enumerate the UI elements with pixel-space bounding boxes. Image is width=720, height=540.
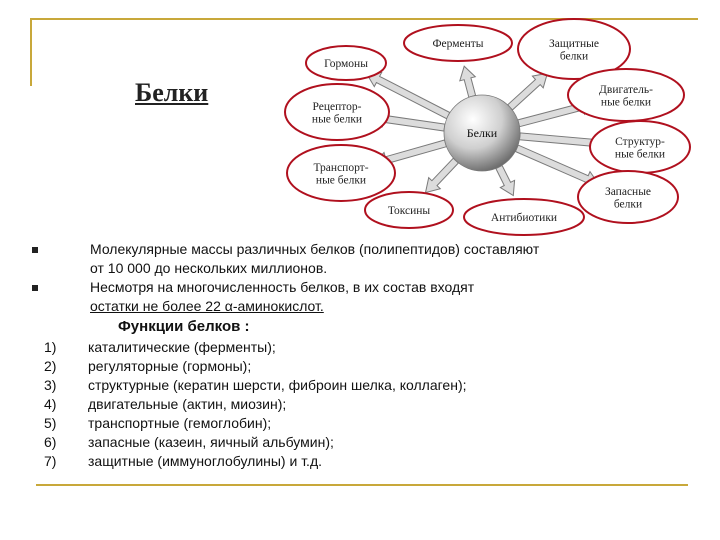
bullet-square-icon [32, 247, 38, 253]
item-number: 3) [44, 377, 57, 393]
node-dvigatelnye [568, 69, 684, 121]
function-item [30, 338, 467, 357]
node-zapasnye [578, 171, 678, 223]
node-label: ные белки [315, 174, 367, 187]
functions-heading: Функции белков : [118, 318, 250, 335]
item-number: 1) [44, 339, 57, 355]
node-label: Транспорт- [313, 161, 369, 174]
bullet-text-line2: от 10 000 до нескольких миллионов. [90, 260, 328, 276]
item-number: 7) [44, 453, 57, 469]
functions-list [30, 338, 467, 471]
function-item [30, 452, 467, 471]
function-item [30, 414, 467, 433]
function-item [30, 376, 467, 395]
function-item [30, 395, 467, 414]
slide-title: Белки [135, 78, 209, 107]
arrow-zapasnye [515, 145, 598, 186]
bullet-text-line2: остатки не более 22 α-аминокислот. [90, 298, 324, 314]
node-label: белки [613, 198, 643, 211]
node-label: Токсины [387, 205, 431, 217]
node-label: белки [559, 50, 589, 63]
item-text: каталитические (ферменты); [88, 339, 276, 355]
node-antibiotiki [464, 199, 584, 235]
node-fermenty [404, 25, 512, 61]
node-label: Двигатель- [599, 83, 653, 96]
function-item [30, 357, 467, 376]
node-label: Рецептор- [312, 100, 362, 113]
arrow-antibiotiki [496, 165, 515, 195]
arrow-toksiny [426, 158, 459, 192]
bullet-item [30, 240, 690, 278]
item-text: защитные (иммуноглобулины) и т.д. [88, 453, 323, 469]
arrow-zashchitnye [508, 73, 548, 110]
node-label: Гормоны [324, 58, 368, 70]
node-strukturnye [590, 121, 690, 173]
protein-function-diagram [0, 0, 720, 240]
bullet-text-line1: Молекулярные массы различных белков (полипептидов) составляют [90, 241, 540, 257]
item-text: запасные (казеин, яичный альбумин); [88, 434, 334, 450]
node-gormony [306, 46, 386, 80]
frame-bottom-line [36, 484, 688, 486]
item-text: структурные (кератин шерсти, фиброин шелка, коллаген); [88, 377, 467, 393]
node-label: Защитные [549, 37, 599, 50]
node-label: ные белки [600, 96, 652, 109]
item-number: 4) [44, 396, 57, 412]
item-number: 6) [44, 434, 57, 450]
node-label: Структур- [615, 135, 665, 148]
node-retseptornye [285, 84, 389, 140]
node-label: Запасные [604, 185, 652, 198]
node-label: Антибиотики [490, 212, 558, 224]
node-label: ные белки [614, 148, 666, 161]
bullet-text-line1: Несмотря на многочисленность белков, в их состав входят [90, 279, 475, 295]
item-number: 5) [44, 415, 57, 431]
center-label: Белки [466, 126, 498, 140]
function-item [30, 433, 467, 452]
node-transportnye [287, 145, 395, 201]
item-text: регуляторные (гормоны); [88, 358, 252, 374]
arrow-fermenty [460, 66, 476, 97]
node-toksiny [365, 192, 453, 228]
node-label: ные белки [311, 113, 363, 126]
node-label: Ферменты [432, 38, 484, 50]
bullet-square-icon [32, 285, 38, 291]
item-text: транспортные (гемоглобин); [88, 415, 272, 431]
item-number: 2) [44, 358, 57, 374]
item-text: двигательные (актин, миозин); [88, 396, 287, 412]
bullet-list [30, 240, 690, 316]
bullet-item [30, 278, 690, 316]
center-sphere [444, 95, 520, 171]
